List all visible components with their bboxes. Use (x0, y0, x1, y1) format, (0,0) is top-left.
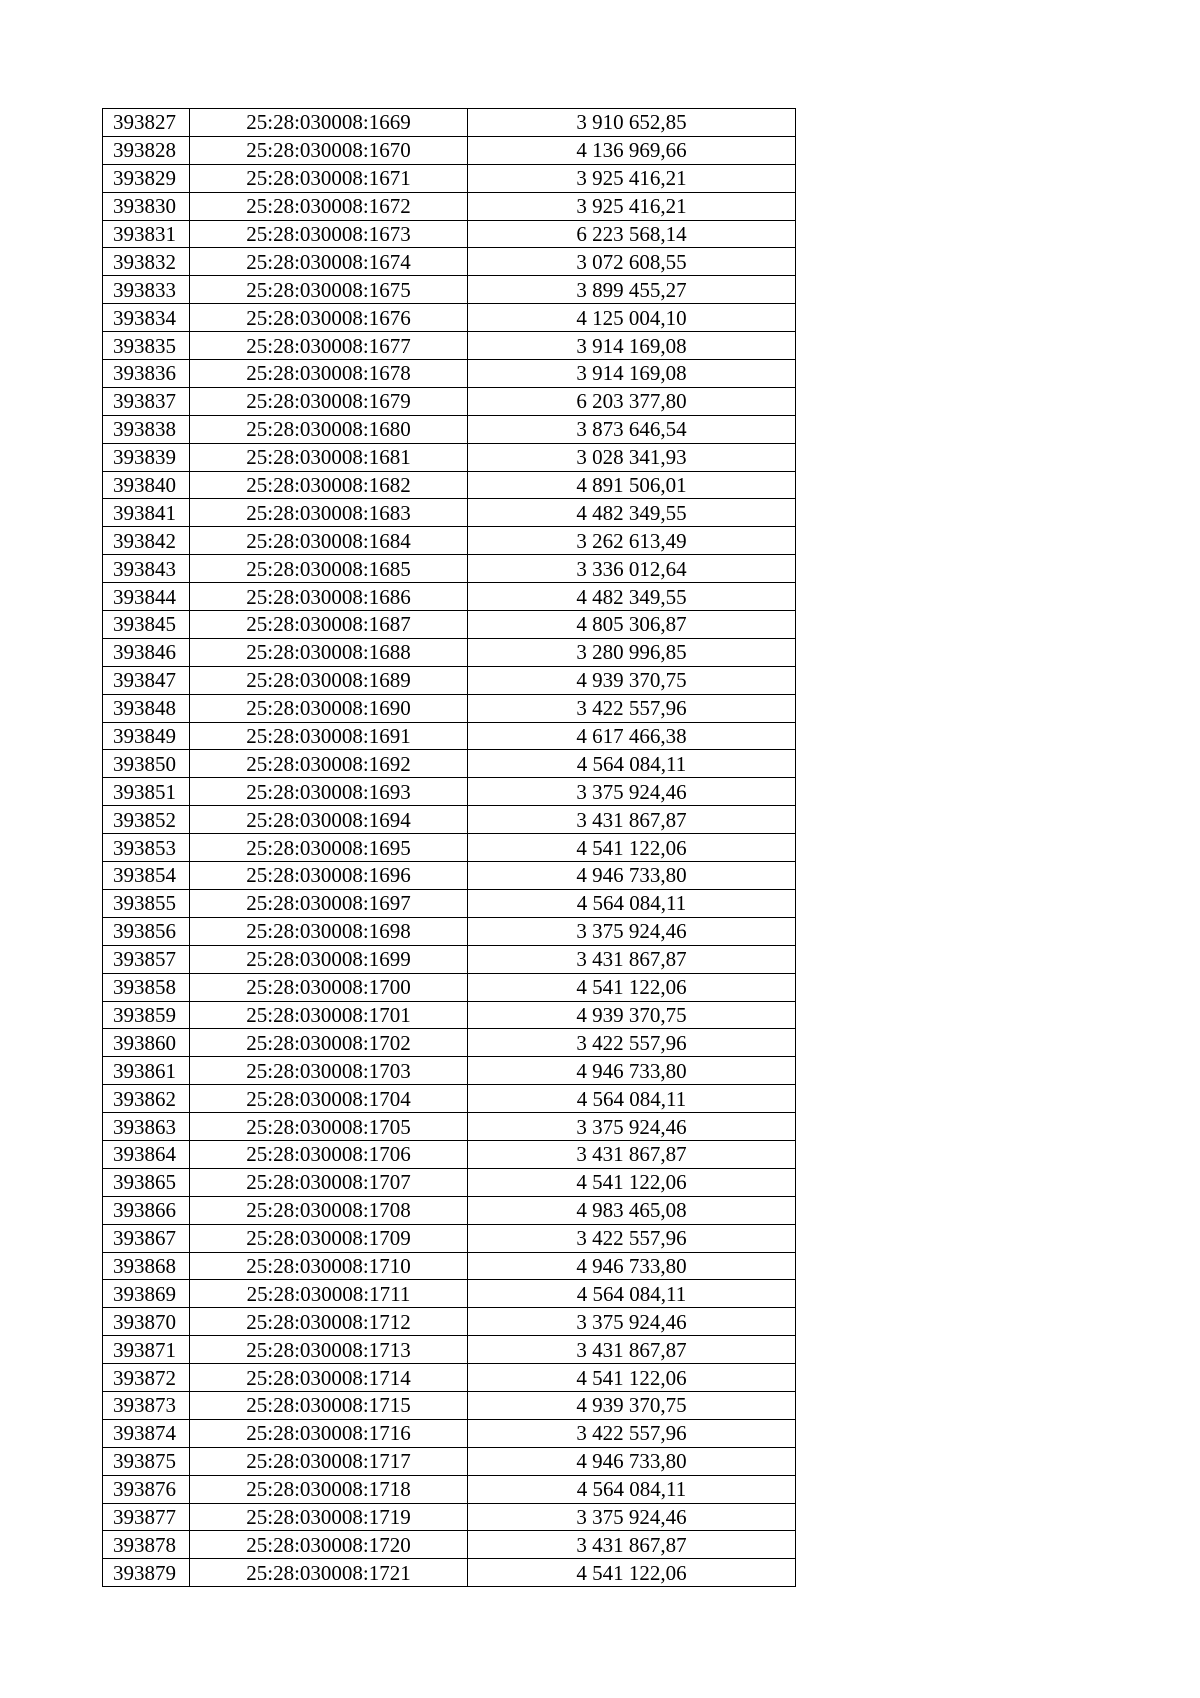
cadastral-number-cell: 25:28:030008:1674 (190, 248, 468, 276)
table-row (103, 1559, 796, 1587)
row-number-cell: 393848 (103, 694, 190, 722)
row-number-cell: 393867 (103, 1224, 190, 1252)
cadastral-number-cell: 25:28:030008:1711 (190, 1280, 468, 1308)
cadastral-value-cell: 3 925 416,21 (468, 192, 796, 220)
cadastral-number-cell: 25:28:030008:1716 (190, 1419, 468, 1447)
cadastral-number-cell: 25:28:030008:1671 (190, 164, 468, 192)
row-number-cell: 393877 (103, 1503, 190, 1531)
table-row (103, 1140, 796, 1168)
table-row (103, 1196, 796, 1224)
cadastral-number-cell: 25:28:030008:1704 (190, 1085, 468, 1113)
row-number-cell: 393857 (103, 945, 190, 973)
cadastral-number-cell: 25:28:030008:1685 (190, 555, 468, 583)
row-number-cell: 393837 (103, 387, 190, 415)
cadastral-value-cell: 4 564 084,11 (468, 1085, 796, 1113)
row-number-cell: 393859 (103, 1001, 190, 1029)
cadastral-number-cell: 25:28:030008:1678 (190, 360, 468, 388)
cadastral-number-cell: 25:28:030008:1721 (190, 1559, 468, 1587)
cadastral-number-cell: 25:28:030008:1670 (190, 136, 468, 164)
row-number-cell: 393855 (103, 889, 190, 917)
cadastral-number-cell: 25:28:030008:1693 (190, 778, 468, 806)
row-number-cell: 393870 (103, 1308, 190, 1336)
cadastral-value-cell: 4 482 349,55 (468, 499, 796, 527)
cadastral-value-cell: 3 072 608,55 (468, 248, 796, 276)
table-row (103, 136, 796, 164)
cadastral-number-cell: 25:28:030008:1690 (190, 694, 468, 722)
cadastral-value-cell: 3 262 613,49 (468, 527, 796, 555)
table-row (103, 778, 796, 806)
row-number-cell: 393828 (103, 136, 190, 164)
table-row (103, 917, 796, 945)
cadastral-value-cell: 3 028 341,93 (468, 443, 796, 471)
cadastral-number-cell: 25:28:030008:1705 (190, 1113, 468, 1141)
table-row (103, 1364, 796, 1392)
cadastral-number-cell: 25:28:030008:1707 (190, 1168, 468, 1196)
row-number-cell: 393839 (103, 443, 190, 471)
cadastral-number-cell: 25:28:030008:1689 (190, 666, 468, 694)
cadastral-value-cell: 4 939 370,75 (468, 1001, 796, 1029)
cadastral-value-cell: 3 899 455,27 (468, 276, 796, 304)
cadastral-number-cell: 25:28:030008:1714 (190, 1364, 468, 1392)
cadastral-value-cell: 4 946 733,80 (468, 1057, 796, 1085)
cadastral-value-cell: 4 541 122,06 (468, 1364, 796, 1392)
row-number-cell: 393845 (103, 611, 190, 639)
row-number-cell: 393835 (103, 332, 190, 360)
cadastral-value-cell: 4 946 733,80 (468, 1252, 796, 1280)
cadastral-number-cell: 25:28:030008:1701 (190, 1001, 468, 1029)
row-number-cell: 393860 (103, 1029, 190, 1057)
row-number-cell: 393856 (103, 917, 190, 945)
row-number-cell: 393829 (103, 164, 190, 192)
cadastral-number-cell: 25:28:030008:1687 (190, 611, 468, 639)
cadastral-number-cell: 25:28:030008:1686 (190, 583, 468, 611)
cadastral-value-cell: 4 136 969,66 (468, 136, 796, 164)
cadastral-value-cell: 4 617 466,38 (468, 722, 796, 750)
cadastral-value-table (102, 108, 796, 1587)
table-row (103, 1503, 796, 1531)
row-number-cell: 393854 (103, 862, 190, 890)
row-number-cell: 393869 (103, 1280, 190, 1308)
cadastral-value-cell: 4 125 004,10 (468, 304, 796, 332)
cadastral-value-cell: 4 891 506,01 (468, 471, 796, 499)
table-row (103, 1001, 796, 1029)
table-row (103, 499, 796, 527)
row-number-cell: 393847 (103, 666, 190, 694)
table-row (103, 1419, 796, 1447)
cadastral-value-cell: 3 280 996,85 (468, 638, 796, 666)
cadastral-value-cell: 4 805 306,87 (468, 611, 796, 639)
cadastral-value-cell: 3 431 867,87 (468, 945, 796, 973)
cadastral-number-cell: 25:28:030008:1681 (190, 443, 468, 471)
cadastral-value-cell: 3 914 169,08 (468, 332, 796, 360)
cadastral-value-cell: 3 873 646,54 (468, 415, 796, 443)
table-row (103, 750, 796, 778)
table-row (103, 471, 796, 499)
cadastral-value-cell: 3 910 652,85 (468, 109, 796, 137)
cadastral-value-cell: 3 422 557,96 (468, 1419, 796, 1447)
cadastral-number-cell: 25:28:030008:1699 (190, 945, 468, 973)
row-number-cell: 393853 (103, 834, 190, 862)
row-number-cell: 393864 (103, 1140, 190, 1168)
table-row (103, 1475, 796, 1503)
row-number-cell: 393833 (103, 276, 190, 304)
row-number-cell: 393844 (103, 583, 190, 611)
table-row (103, 1447, 796, 1475)
cadastral-number-cell: 25:28:030008:1698 (190, 917, 468, 945)
row-number-cell: 393868 (103, 1252, 190, 1280)
cadastral-number-cell: 25:28:030008:1688 (190, 638, 468, 666)
cadastral-value-cell: 3 375 924,46 (468, 1113, 796, 1141)
table-row (103, 1029, 796, 1057)
cadastral-number-cell: 25:28:030008:1695 (190, 834, 468, 862)
row-number-cell: 393876 (103, 1475, 190, 1503)
table-row (103, 945, 796, 973)
row-number-cell: 393858 (103, 973, 190, 1001)
cadastral-number-cell: 25:28:030008:1712 (190, 1308, 468, 1336)
cadastral-value-cell: 4 983 465,08 (468, 1196, 796, 1224)
cadastral-number-cell: 25:28:030008:1673 (190, 220, 468, 248)
cadastral-value-cell: 4 541 122,06 (468, 973, 796, 1001)
table-row (103, 583, 796, 611)
cadastral-value-cell: 3 375 924,46 (468, 1308, 796, 1336)
row-number-cell: 393871 (103, 1336, 190, 1364)
row-number-cell: 393875 (103, 1447, 190, 1475)
table-row (103, 834, 796, 862)
cadastral-number-cell: 25:28:030008:1713 (190, 1336, 468, 1364)
row-number-cell: 393866 (103, 1196, 190, 1224)
cadastral-number-cell: 25:28:030008:1677 (190, 332, 468, 360)
row-number-cell: 393873 (103, 1391, 190, 1419)
cadastral-number-cell: 25:28:030008:1669 (190, 109, 468, 137)
cadastral-number-cell: 25:28:030008:1675 (190, 276, 468, 304)
cadastral-value-cell: 4 564 084,11 (468, 889, 796, 917)
cadastral-value-cell: 3 375 924,46 (468, 778, 796, 806)
row-number-cell: 393840 (103, 471, 190, 499)
cadastral-number-cell: 25:28:030008:1709 (190, 1224, 468, 1252)
row-number-cell: 393874 (103, 1419, 190, 1447)
row-number-cell: 393841 (103, 499, 190, 527)
table-row (103, 1308, 796, 1336)
cadastral-number-cell: 25:28:030008:1692 (190, 750, 468, 778)
row-number-cell: 393878 (103, 1531, 190, 1559)
row-number-cell: 393851 (103, 778, 190, 806)
cadastral-value-cell: 4 482 349,55 (468, 583, 796, 611)
table-row (103, 555, 796, 583)
cadastral-value-cell: 3 431 867,87 (468, 806, 796, 834)
row-number-cell: 393843 (103, 555, 190, 583)
cadastral-value-cell: 4 564 084,11 (468, 1475, 796, 1503)
table-row (103, 638, 796, 666)
cadastral-value-cell: 4 939 370,75 (468, 666, 796, 694)
table-row (103, 443, 796, 471)
table-row (103, 109, 796, 137)
cadastral-number-cell: 25:28:030008:1710 (190, 1252, 468, 1280)
row-number-cell: 393834 (103, 304, 190, 332)
row-number-cell: 393831 (103, 220, 190, 248)
cadastral-number-cell: 25:28:030008:1719 (190, 1503, 468, 1531)
table-row (103, 611, 796, 639)
cadastral-number-cell: 25:28:030008:1691 (190, 722, 468, 750)
cadastral-value-cell: 4 541 122,06 (468, 1559, 796, 1587)
table-body (103, 109, 796, 1587)
table-row (103, 973, 796, 1001)
row-number-cell: 393846 (103, 638, 190, 666)
table-row (103, 1113, 796, 1141)
row-number-cell: 393849 (103, 722, 190, 750)
cadastral-number-cell: 25:28:030008:1697 (190, 889, 468, 917)
table-row (103, 889, 796, 917)
table-row (103, 1280, 796, 1308)
row-number-cell: 393832 (103, 248, 190, 276)
cadastral-number-cell: 25:28:030008:1672 (190, 192, 468, 220)
cadastral-value-cell: 4 541 122,06 (468, 834, 796, 862)
row-number-cell: 393842 (103, 527, 190, 555)
cadastral-value-cell: 3 925 416,21 (468, 164, 796, 192)
cadastral-number-cell: 25:28:030008:1718 (190, 1475, 468, 1503)
cadastral-number-cell: 25:28:030008:1683 (190, 499, 468, 527)
cadastral-number-cell: 25:28:030008:1682 (190, 471, 468, 499)
table-row (103, 527, 796, 555)
cadastral-value-cell: 3 431 867,87 (468, 1140, 796, 1168)
table-row (103, 806, 796, 834)
cadastral-number-cell: 25:28:030008:1684 (190, 527, 468, 555)
cadastral-value-cell: 3 914 169,08 (468, 360, 796, 388)
cadastral-value-cell: 3 336 012,64 (468, 555, 796, 583)
cadastral-number-cell: 25:28:030008:1706 (190, 1140, 468, 1168)
row-number-cell: 393872 (103, 1364, 190, 1392)
table-row (103, 862, 796, 890)
table-row (103, 666, 796, 694)
cadastral-number-cell: 25:28:030008:1708 (190, 1196, 468, 1224)
row-number-cell: 393830 (103, 192, 190, 220)
row-number-cell: 393836 (103, 360, 190, 388)
table-row (103, 1224, 796, 1252)
table-row (103, 332, 796, 360)
cadastral-value-cell: 4 946 733,80 (468, 1447, 796, 1475)
row-number-cell: 393827 (103, 109, 190, 137)
table-row (103, 1252, 796, 1280)
cadastral-value-cell: 3 422 557,96 (468, 1224, 796, 1252)
table-row (103, 192, 796, 220)
cadastral-value-cell: 3 431 867,87 (468, 1336, 796, 1364)
cadastral-value-cell: 6 223 568,14 (468, 220, 796, 248)
table-row (103, 1085, 796, 1113)
table-row (103, 1531, 796, 1559)
cadastral-number-cell: 25:28:030008:1696 (190, 862, 468, 890)
cadastral-value-cell: 3 422 557,96 (468, 694, 796, 722)
cadastral-value-cell: 3 375 924,46 (468, 917, 796, 945)
row-number-cell: 393862 (103, 1085, 190, 1113)
table-row (103, 415, 796, 443)
table-row (103, 722, 796, 750)
row-number-cell: 393863 (103, 1113, 190, 1141)
table-row (103, 1391, 796, 1419)
cadastral-value-cell: 4 541 122,06 (468, 1168, 796, 1196)
cadastral-value-cell: 4 564 084,11 (468, 1280, 796, 1308)
row-number-cell: 393879 (103, 1559, 190, 1587)
table-row (103, 276, 796, 304)
row-number-cell: 393850 (103, 750, 190, 778)
cadastral-number-cell: 25:28:030008:1679 (190, 387, 468, 415)
table-row (103, 387, 796, 415)
table-row (103, 164, 796, 192)
table-row (103, 220, 796, 248)
cadastral-number-cell: 25:28:030008:1700 (190, 973, 468, 1001)
cadastral-value-cell: 4 939 370,75 (468, 1391, 796, 1419)
table-row (103, 360, 796, 388)
cadastral-number-cell: 25:28:030008:1702 (190, 1029, 468, 1057)
table-row (103, 694, 796, 722)
row-number-cell: 393838 (103, 415, 190, 443)
cadastral-value-cell: 3 375 924,46 (468, 1503, 796, 1531)
table-row (103, 304, 796, 332)
cadastral-value-cell: 4 946 733,80 (468, 862, 796, 890)
cadastral-value-cell: 6 203 377,80 (468, 387, 796, 415)
cadastral-value-cell: 3 422 557,96 (468, 1029, 796, 1057)
table-row (103, 1336, 796, 1364)
cadastral-value-cell: 3 431 867,87 (468, 1531, 796, 1559)
cadastral-number-cell: 25:28:030008:1676 (190, 304, 468, 332)
row-number-cell: 393861 (103, 1057, 190, 1085)
row-number-cell: 393852 (103, 806, 190, 834)
cadastral-number-cell: 25:28:030008:1715 (190, 1391, 468, 1419)
table-row (103, 248, 796, 276)
cadastral-number-cell: 25:28:030008:1717 (190, 1447, 468, 1475)
cadastral-number-cell: 25:28:030008:1694 (190, 806, 468, 834)
cadastral-value-cell: 4 564 084,11 (468, 750, 796, 778)
cadastral-number-cell: 25:28:030008:1720 (190, 1531, 468, 1559)
row-number-cell: 393865 (103, 1168, 190, 1196)
cadastral-number-cell: 25:28:030008:1703 (190, 1057, 468, 1085)
cadastral-number-cell: 25:28:030008:1680 (190, 415, 468, 443)
table-row (103, 1057, 796, 1085)
table-row (103, 1168, 796, 1196)
